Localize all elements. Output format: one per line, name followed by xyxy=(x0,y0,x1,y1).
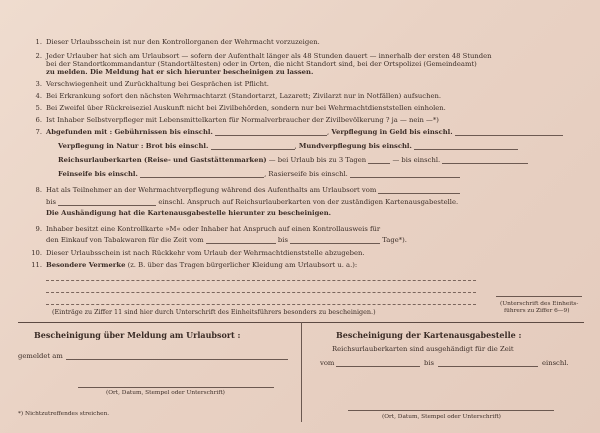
item-9-text: Inhaber besitzt eine Kontrollkarte »M« oder Inhaber hat Anspruch auf einen Kontrollausweis für xyxy=(46,225,381,233)
item-9-bis-label: bis xyxy=(277,236,288,244)
right-einschl-label: einschl. xyxy=(542,359,569,367)
item-text: Ist Inhaber Selbstverpfleger mit Lebensmittelkarten für Normalverbraucher der Zivilbevölkerung ? ja — nein —*) xyxy=(46,116,439,124)
item-number: 10. xyxy=(31,249,42,257)
left-signature-line[interactable] xyxy=(78,387,274,388)
left-box-title: Bescheinigung über Meldung am Urlaubsort : xyxy=(34,330,241,340)
right-bis-field[interactable] xyxy=(438,366,538,367)
item-number: 6. xyxy=(35,116,42,124)
right-signature-line[interactable] xyxy=(348,410,554,411)
right-vom-label: vom xyxy=(320,359,335,367)
urlaub-tage-field[interactable] xyxy=(368,156,390,164)
right-vom-field[interactable] xyxy=(336,366,420,367)
item-9-vom-field[interactable] xyxy=(206,236,276,244)
item-8-text: Hat als Teilnehmer an der Wehrmachtverpflegung während des Aufenthalts am Urlaubsort vom xyxy=(46,186,377,194)
item-9-tage-label: Tage*). xyxy=(382,236,407,244)
verpflegung-geld-label: Verpflegung in Geld bis einschl. xyxy=(331,128,453,136)
item-number: 8. xyxy=(35,186,42,194)
brot-label: Verpflegung in Natur : Brot bis einschl. xyxy=(58,142,209,150)
reichsurlauberkarten-field[interactable] xyxy=(442,156,528,164)
item-9-tabak-text: den Einkauf von Tabakwaren für die Zeit vom xyxy=(46,236,204,244)
right-box-caption: (Ort, Datum, Stempel oder Unterschrift) xyxy=(382,414,501,420)
item-9-bis-field[interactable] xyxy=(290,236,380,244)
item-number: 11. xyxy=(31,261,42,269)
box-divider xyxy=(301,322,302,422)
besondere-vermerke-hint: (z. B. über das Tragen bürgerlicher Kleidung am Urlaubsort u. a.): xyxy=(127,261,358,269)
vermerke-line-3[interactable] xyxy=(46,304,476,305)
item-8-anspruch-text: einschl. Anspruch auf Reichsurlauberkarten von der zuständigen Kartenausgabestelle. xyxy=(158,198,459,206)
rasierseife-field[interactable] xyxy=(350,170,460,178)
vermerke-line-1[interactable] xyxy=(46,280,476,281)
item-8-vom-field[interactable] xyxy=(378,186,460,194)
vermerke-line-2[interactable] xyxy=(46,292,476,293)
right-box-line-1: Reichsurlauberkarten sind ausgehändigt für die Zeit xyxy=(332,345,514,353)
item-text: Jeder Urlauber hat sich am Urlaubsort — sofern der Aufenthalt länger als 48 Stunden dauert — innerhalb der ersten 48 Stunden xyxy=(46,52,492,60)
feinseife-label: Feinseife bis einschl. xyxy=(58,170,138,178)
right-box-title: Bescheinigung der Kartenausgabestelle : xyxy=(336,330,522,340)
item-number: 5. xyxy=(35,104,42,112)
side-note-line-2: führers zu Ziffer 6—9) xyxy=(504,308,570,314)
gemeldet-field[interactable] xyxy=(66,359,288,360)
footer-note: (Einträge zu Ziffer 11 sind hier durch Unterschrift des Einheitsführers besonders zu bescheinigen.) xyxy=(52,308,376,316)
gemeldet-label: gemeldet am xyxy=(18,352,63,360)
bis-einschl-label: bis einschl. xyxy=(401,156,441,164)
left-box-caption: (Ort, Datum, Stempel oder Unterschrift) xyxy=(106,390,225,396)
item-8-bis-label: bis xyxy=(46,198,57,206)
item-number: 9. xyxy=(35,225,42,233)
item-text: Verschwiegenheit und Zurückhaltung bei Gesprächen ist Pflicht. xyxy=(46,80,269,88)
item-8-instruction: Die Aushändigung hat die Kartenausgabestelle hierunter zu bescheinigen. xyxy=(46,209,332,217)
item-number: 2. xyxy=(35,52,42,60)
feinseife-field[interactable] xyxy=(140,170,264,178)
form-sheet: 1. Dieser Urlaubsschein ist nur den Kontrollorganen der Wehrmacht vorzuzeigen. 2. Jeder Urlauber hat sich am Urlaubsort — sofern der Aufenthalt länger als 48 Stunden dauert — innerhalb der ersten 48 Stunden bei der Standortkommandantur (Standortältesten) oder in Orten, die nicht Standort sind, bei der Ortspolizei (Gemeindeamt) zu melden. Die Meldung hat er sich hierunter bescheinigen zu lassen. 3. Verschwiegenheit und Zurückhaltung bei Gesprächen ist Pflicht. 4. Bei Erkrankung sofort den nächsten Wehrmachtarzt (Standortarzt, Lazarett; Zivilarzt nur in Notfällen) aufsuchen. 5. Bei Zweifel über Rückreiseziel Auskunft nicht bei Zivilbehörden, sondern nur bei Wehrmachtdienststellen einholen. 6. Ist Inhaber Selbstverpfleger mit Lebensmittelkarten für Normalverbraucher der Zivilbevölkerung ? ja — nein —*) 7. Abgefunden mit : Gebührnissen bis einschl. , Verpflegung in Geld bis einschl. Verpflegung in Natur : Brot bis einschl. , Mundverpflegung bis einschl. Reichsurlauberkarten (Reise- und Gaststättenmarken) — bei Urlaub bis zu 3 Tagen — bis einschl. Feinseife bis einschl. , Rasierseife bis einschl. 8. Hat als Teilnehmer an der Wehrmachtverpflegung während des Aufenthalts am Urlaubsort vom bis einschl. Anspruch auf Reichsurlauberkarten von der zuständigen Kartenausgabestelle. Die Aushändigung hat die Kartenausgabestelle hierunter zu bescheinigen. 9. Inhaber besitzt eine Kontrollkarte »M« oder Inhaber hat Anspruch auf einen Kontrollausweis für den Einkauf von Tabakwaren für die Zeit vom bis Tage*). 10. Dieser Urlaubsschein ist nach Rückkehr vom Urlaub der Wehrmachtdienststelle abzugeben. 11. Besondere Vermerke (z. B. über das Tragen bürgerlicher Kleidung am Urlaubsort u. a.): (Unterschrift des Einheits- führers zu Ziffer 6—9) (Einträge zu Ziffer 11 sind hier durch Unterschrift des Einheitsführers besonders zu bescheinigen.) Bescheinigung über Meldung am Urlaubsort : gemeldet am (Ort, Datum, Stempel oder Unterschrift) *) Nichtzutreffendes streichen. Bescheinigung der Kartenausgabestelle : Reichsurlauberkarten sind ausgehändigt für die Zeit vom bis einschl. (Ort, Datum, Stempel oder Unterschrift) xyxy=(18,12,584,422)
right-bis-label: bis xyxy=(424,359,435,367)
item-text: zu melden. Die Meldung hat er sich hierunter bescheinigen zu lassen. xyxy=(46,68,314,76)
gebuehrnisse-label: Abgefunden mit : Gebührnissen bis einschl. xyxy=(46,128,213,136)
reichsurlauberkarten-label: Reichsurlauberkarten (Reise- und Gaststättenmarken) xyxy=(58,156,267,164)
item-number: 4. xyxy=(35,92,42,100)
gebuehrnisse-field[interactable] xyxy=(215,128,327,136)
item-text: Bei Erkrankung sofort den nächsten Wehrmachtarzt (Standortarzt, Lazarett; Zivilarzt nur in Notfällen) aufsuchen. xyxy=(46,92,442,100)
mundverpflegung-label: Mundverpflegung bis einschl. xyxy=(298,142,412,150)
rasierseife-label: Rasierseife bis einschl. xyxy=(268,170,348,178)
verpflegung-geld-field[interactable] xyxy=(455,128,563,136)
item-number: 7. xyxy=(35,128,42,136)
signature-line-einheitsfuehrer[interactable] xyxy=(496,296,582,297)
item-number: 3. xyxy=(35,80,42,88)
item-number: 1. xyxy=(35,38,42,46)
mundverpflegung-field[interactable] xyxy=(414,142,518,150)
item-text: bei der Standortkommandantur (Standortältesten) oder in Orten, die nicht Standort sind, bei der Ortspolizei (Gemeindeamt) xyxy=(46,60,477,68)
side-note-line-1: (Unterschrift des Einheits- xyxy=(500,301,579,307)
besondere-vermerke-label: Besondere Vermerke xyxy=(46,261,126,269)
footnote-nichtzutreffendes: *) Nichtzutreffendes streichen. xyxy=(18,411,110,417)
item-10-text: Dieser Urlaubsschein ist nach Rückkehr vom Urlaub der Wehrmachtdienststelle abzugeben. xyxy=(46,249,365,257)
item-8-bis-field[interactable] xyxy=(58,198,156,206)
item-text: Dieser Urlaubsschein ist nur den Kontrollorganen der Wehrmacht vorzuzeigen. xyxy=(46,38,320,46)
urlaub-3-tagen-label: bei Urlaub bis zu 3 Tagen xyxy=(277,156,367,164)
brot-field[interactable] xyxy=(211,142,295,150)
item-text: Bei Zweifel über Rückreiseziel Auskunft nicht bei Zivilbehörden, sondern nur bei Wehrmachtdienststellen einholen. xyxy=(46,104,446,112)
